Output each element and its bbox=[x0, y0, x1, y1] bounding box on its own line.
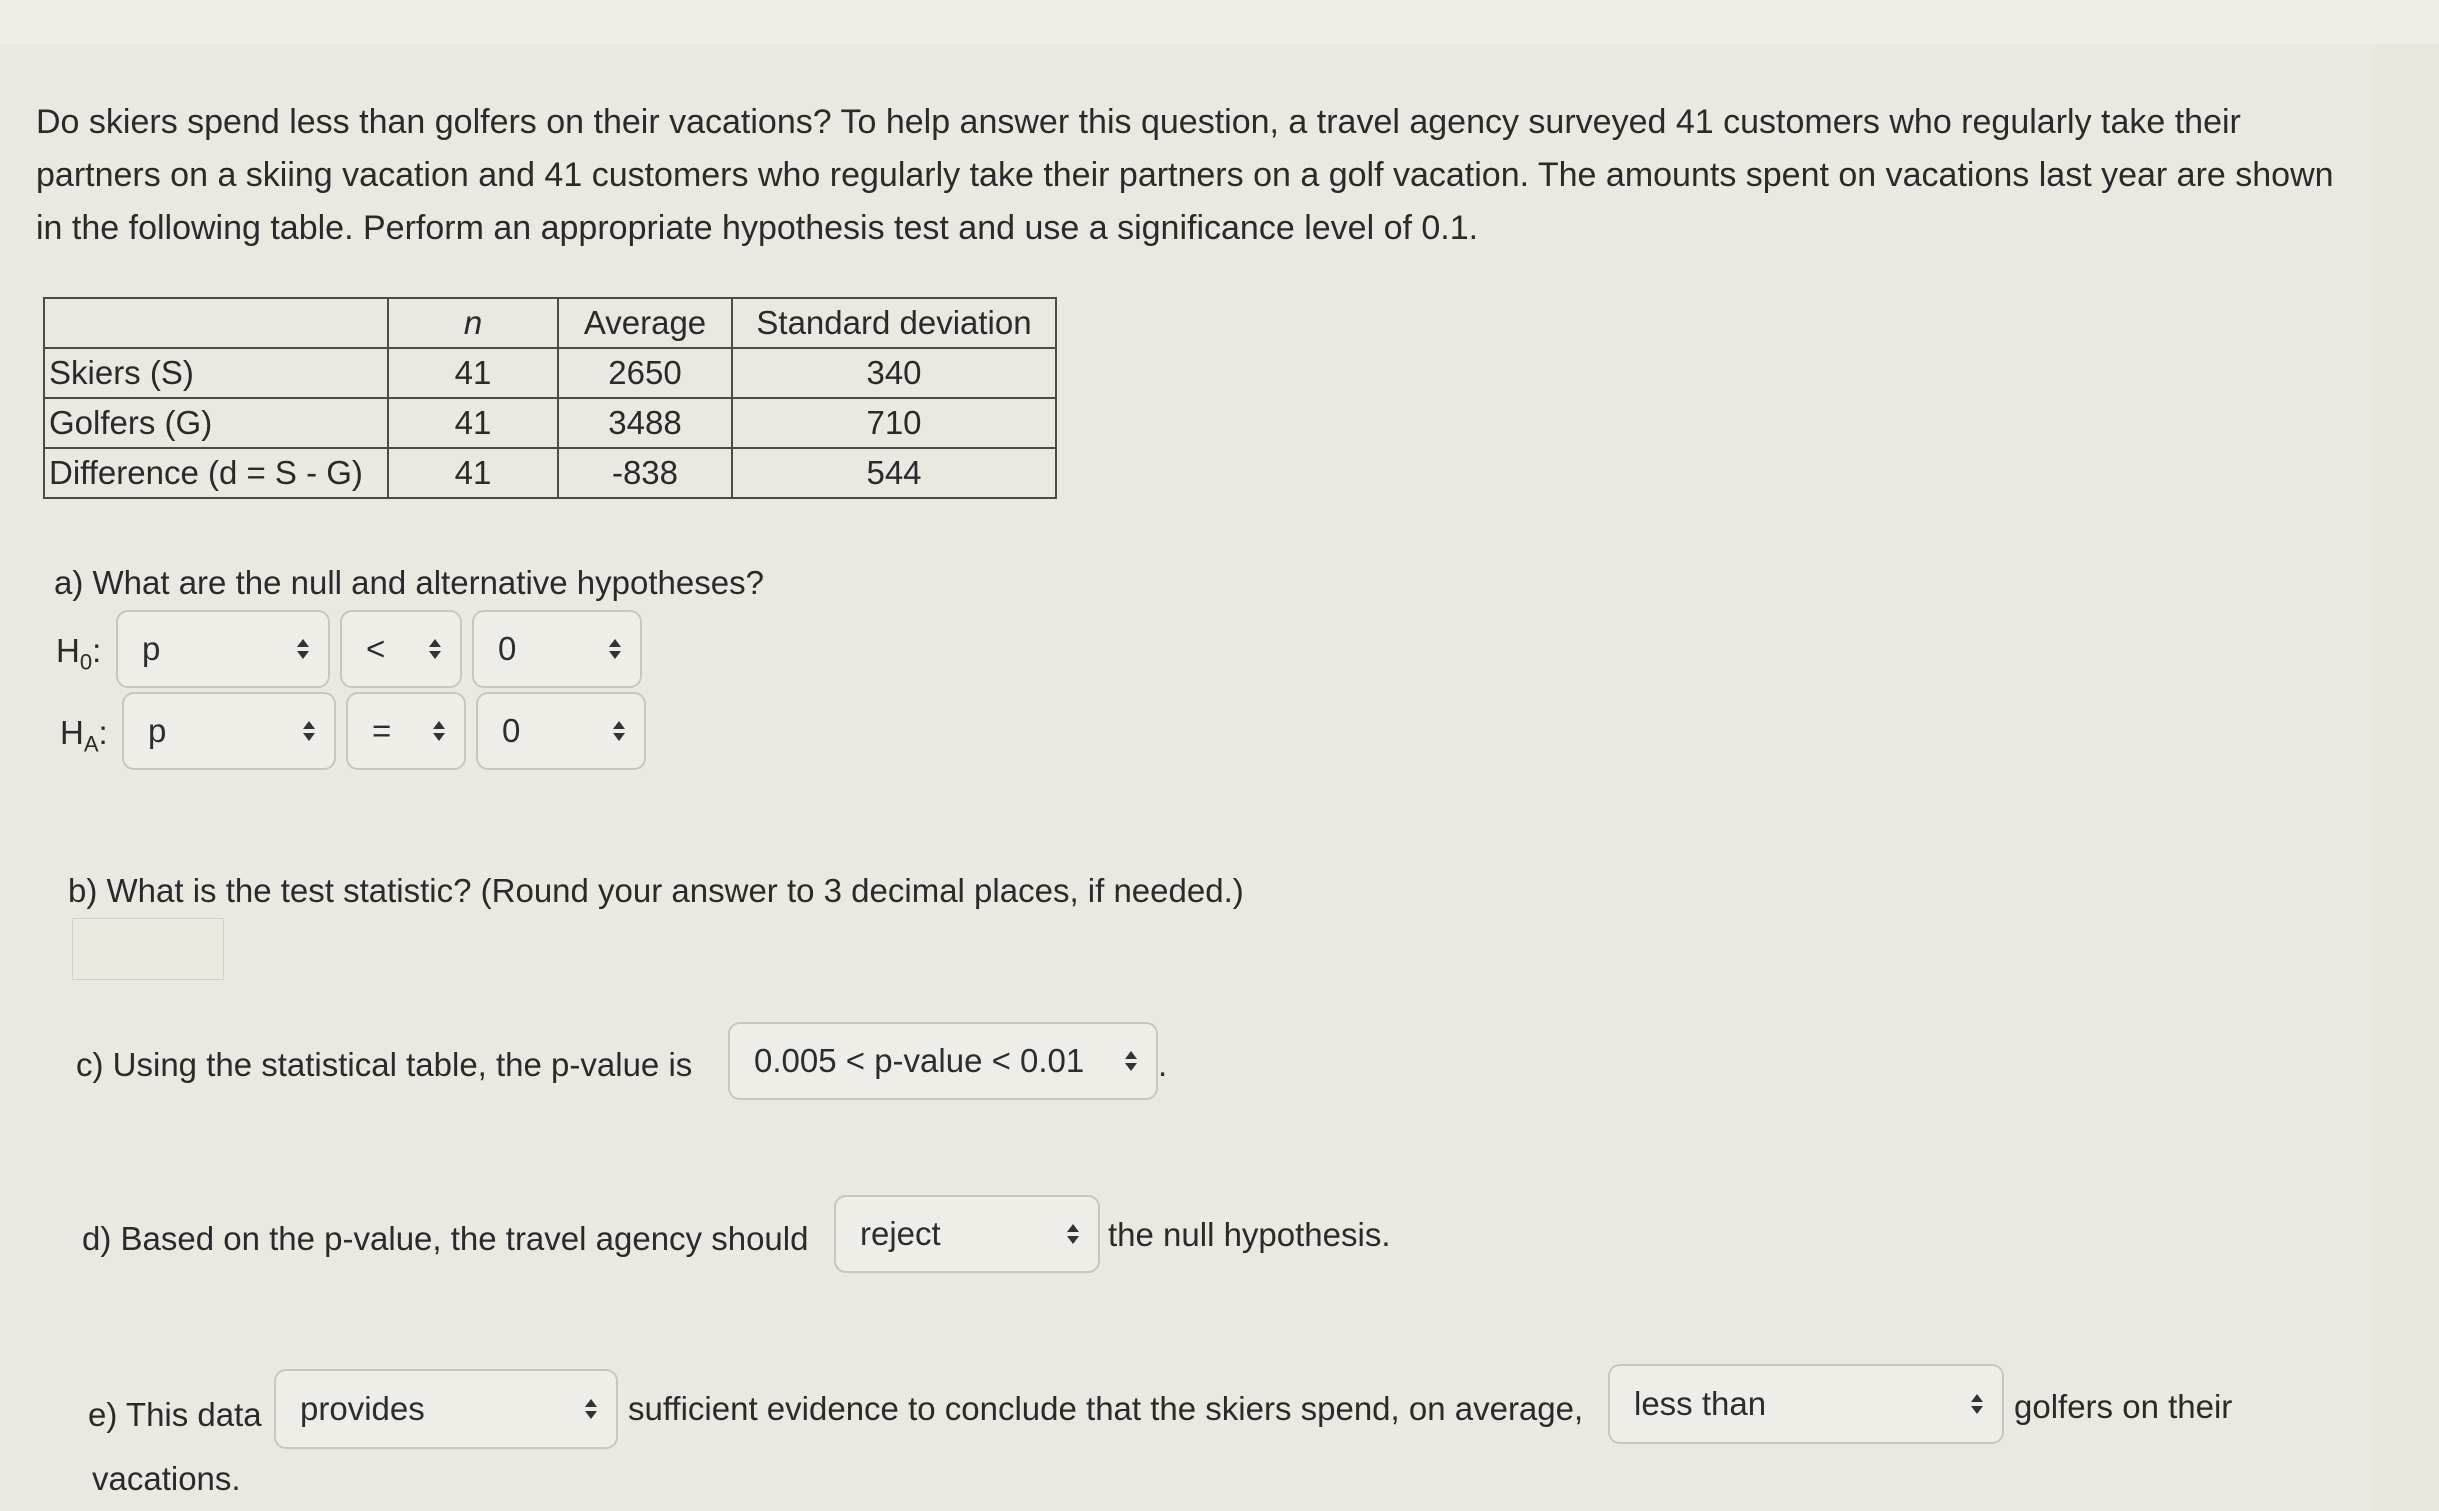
p-value-selected: 0.005 < p-value < 0.01 bbox=[754, 1042, 1085, 1079]
table-row bbox=[44, 398, 1056, 448]
select-arrows-icon bbox=[432, 720, 446, 742]
top-bar bbox=[0, 0, 2439, 44]
ha-label bbox=[60, 714, 108, 758]
table-header-sd: Standard deviation bbox=[732, 298, 1056, 348]
row-label: Skiers (S) bbox=[44, 348, 388, 398]
ha-value-select[interactable] bbox=[476, 692, 646, 770]
select-arrows-icon bbox=[612, 720, 626, 742]
table-header-average: Average bbox=[558, 298, 732, 348]
select-arrows-icon bbox=[302, 720, 316, 742]
h0-operator-select[interactable] bbox=[340, 610, 462, 688]
part-e-middle: sufficient evidence to conclude that the skiers spend, on average, bbox=[628, 1390, 1584, 1427]
select-arrows-icon bbox=[608, 638, 622, 660]
select-arrows-icon bbox=[296, 638, 310, 660]
row-label: Difference (d = S - G) bbox=[44, 448, 388, 498]
part-a-question: a) What are the null and alternative hypotheses? bbox=[54, 564, 764, 601]
h0-subscript: 0 bbox=[79, 649, 93, 675]
part-c-suffix: . bbox=[1158, 1046, 1168, 1083]
cell-n: 41 bbox=[388, 448, 558, 498]
ha-subscript: A bbox=[83, 731, 99, 757]
data-table bbox=[43, 297, 1057, 499]
cell-n: 41 bbox=[388, 348, 558, 398]
table-header-n: n bbox=[388, 298, 558, 348]
part-b-question: b) What is the test statistic? (Round your answer to 3 decimal places, if needed.) bbox=[68, 872, 1244, 909]
part-e-continuation: vacations. bbox=[92, 1460, 241, 1497]
ha-operator-value: = bbox=[372, 712, 392, 749]
cell-sd: 710 bbox=[732, 398, 1056, 448]
comparison-selected: less than bbox=[1634, 1385, 1767, 1422]
decision-select[interactable] bbox=[834, 1195, 1100, 1273]
row-label: Golfers (G) bbox=[44, 398, 388, 448]
select-arrows-icon bbox=[1970, 1393, 1984, 1415]
cell-sd: 340 bbox=[732, 348, 1056, 398]
select-arrows-icon bbox=[1124, 1050, 1138, 1072]
h0-parameter-select[interactable] bbox=[116, 610, 330, 688]
h0-value-select[interactable] bbox=[472, 610, 642, 688]
p-value-select[interactable] bbox=[728, 1022, 1158, 1100]
select-arrows-icon bbox=[428, 638, 442, 660]
h0-label bbox=[56, 632, 101, 676]
ha-colon: : bbox=[98, 714, 108, 751]
h0-letter: H bbox=[56, 632, 80, 669]
cell-n: 41 bbox=[388, 398, 558, 448]
select-arrows-icon bbox=[1066, 1223, 1080, 1245]
ha-value: 0 bbox=[502, 712, 521, 749]
h0-parameter-value: p bbox=[142, 630, 161, 667]
h0-operator-value: < bbox=[366, 630, 386, 667]
part-d-prefix: d) Based on the p-value, the travel agency should bbox=[82, 1220, 809, 1257]
part-e-suffix: golfers on their bbox=[2014, 1388, 2233, 1425]
evidence-select[interactable] bbox=[274, 1369, 618, 1449]
part-d-suffix: the null hypothesis. bbox=[1108, 1216, 1391, 1253]
table-header-empty bbox=[44, 298, 388, 348]
comparison-select[interactable] bbox=[1608, 1364, 2004, 1444]
cell-average: -838 bbox=[558, 448, 732, 498]
table-header-row bbox=[44, 298, 1056, 348]
cell-sd: 544 bbox=[732, 448, 1056, 498]
table-row bbox=[44, 348, 1056, 398]
test-statistic-input[interactable] bbox=[72, 918, 224, 980]
question-panel bbox=[0, 44, 2370, 1511]
cell-average: 3488 bbox=[558, 398, 732, 448]
h0-value: 0 bbox=[498, 630, 517, 667]
evidence-selected: provides bbox=[300, 1390, 425, 1427]
ha-operator-select[interactable] bbox=[346, 692, 466, 770]
ha-letter: H bbox=[60, 714, 84, 751]
decision-selected: reject bbox=[860, 1215, 941, 1252]
ha-parameter-value: p bbox=[148, 712, 167, 749]
ha-parameter-select[interactable] bbox=[122, 692, 336, 770]
part-e-prefix: e) This data bbox=[88, 1396, 262, 1433]
table-row bbox=[44, 448, 1056, 498]
select-arrows-icon bbox=[584, 1398, 598, 1420]
part-c-prefix: c) Using the statistical table, the p-value is bbox=[76, 1046, 693, 1083]
cell-average: 2650 bbox=[558, 348, 732, 398]
question-intro: Do skiers spend less than golfers on their vacations? To help answer this question, a travel agency surveyed 41 customers who regularly take their partners on a skiing vacation and 41 customers who regularly take their partners on a golf vacation. The amounts spent on vacations last year are shown in the following table. Perform an appropriate hypothesis test and use a significance level of 0.1. bbox=[36, 103, 2334, 247]
h0-colon: : bbox=[92, 632, 102, 669]
